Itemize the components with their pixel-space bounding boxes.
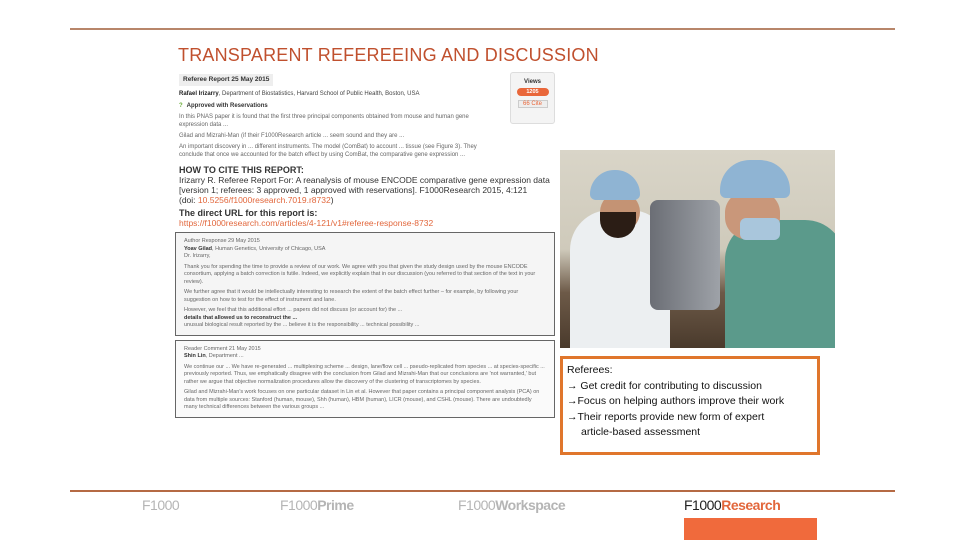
response-paragraph: unusual biological result reported by the ... believe it is the responsibility ... technical possibility ... bbox=[184, 322, 420, 328]
arrow-icon: → bbox=[567, 395, 578, 407]
reader-comment-panel bbox=[175, 340, 555, 418]
arrow-icon: → bbox=[567, 379, 578, 392]
report-url-link[interactable]: https://f1000research.com/articles/4-121/v1#referee-response-8732 bbox=[179, 218, 434, 228]
citation-overlay bbox=[175, 165, 555, 228]
photo-person-scrubs bbox=[725, 220, 835, 348]
photo-microscope bbox=[650, 200, 720, 310]
top-divider bbox=[70, 28, 895, 30]
logo-suffix: Prime bbox=[317, 497, 354, 513]
status-text: Approved with Reservations bbox=[186, 103, 268, 109]
response-greeting: Dr. Irizarry, bbox=[184, 253, 211, 259]
logo-f1000[interactable] bbox=[142, 497, 179, 513]
bottom-divider bbox=[70, 490, 895, 492]
comment-paragraph: We continue our ... We have re-generated ... multiplexing scheme ... design, lane/flow cell ... pseudo-replicated from species ... at species-specific ... previously reported. Thus, we emphatically disagree with the conclusion from Gilad and Mizrahi-Man that our conclusions are 'not warranted,' but rather we argue that objective normalization procedures allow the discovery of the clustering of transcriptomes by species. bbox=[184, 363, 545, 385]
citation-doi bbox=[179, 195, 551, 205]
response-paragraph: Thank you for spending the time to provide a review of our work. We agree with you that given the study design used by the mouse ENCODE consortium, applying a batch correction is futile. Indeed, we explicitly explain that in our discussion (you referred to that section of the text in your review). bbox=[184, 263, 536, 285]
callout-item-text: Focus on helping authors improve their work bbox=[577, 395, 785, 407]
callout-item-text: Their reports provide new form of expert bbox=[577, 410, 765, 423]
response-bold-text: details that allowed us to reconstruct the ... bbox=[184, 314, 298, 321]
report-header: Referee Report 25 May 2015 bbox=[179, 74, 273, 86]
url-heading: The direct URL for this report is: bbox=[179, 208, 318, 218]
referee-report-screenshot bbox=[175, 72, 502, 161]
referee-name[interactable]: Rafael Irizarry bbox=[179, 91, 219, 97]
referees-callout bbox=[560, 356, 820, 455]
logo-prefix: F1000 bbox=[280, 497, 318, 513]
citation-heading: HOW TO CITE THIS REPORT: bbox=[179, 165, 304, 175]
logo-suffix: Workspace bbox=[495, 497, 566, 513]
photo-surgical-mask bbox=[740, 218, 780, 240]
report-body-1: In this PNAS paper it is found that the first three principal components obtained from mouse and human gene expression data ... bbox=[179, 114, 469, 128]
comment-paragraph: Gilad and Mizrahi-Man's work focuses on one particular dataset in Lin et al. However that paper contains a principal component analysis (PCA) on data from multiple sources: Stanford (human, mouse), Shh (human), HBM (human), LICR (mouse), and CSHL (mouse). There are undoubtedly many technical differences between the various groups ... bbox=[184, 389, 540, 410]
doi-link[interactable]: 10.5256/f1000research.7019.r8732 bbox=[197, 195, 331, 205]
citation-text: Irizarry R. Referee Report For: A reanalysis of mouse ENCODE comparative gene expression data [version 1; referees: 3 approved, 1 approved with reservations]. F1000Research 2015, 4:121 bbox=[179, 175, 550, 195]
logo-prefix: F1000 bbox=[684, 497, 722, 513]
views-widget bbox=[510, 72, 555, 124]
doi-prefix: (doi: bbox=[179, 195, 198, 205]
referee-line bbox=[179, 90, 498, 98]
callout-item bbox=[567, 394, 813, 410]
response-bold-line bbox=[184, 315, 546, 323]
comment-author[interactable]: Shin Lin bbox=[184, 353, 206, 359]
response-paragraph: However, we feel that this additional effort ... papers did not discuss (or account for) the ... bbox=[184, 307, 403, 313]
callout-item bbox=[567, 410, 813, 426]
callout-title: Referees: bbox=[567, 364, 613, 376]
logo-prefix: F1000 bbox=[142, 497, 180, 513]
comment-author-line bbox=[184, 353, 546, 361]
lab-microscope-photo bbox=[560, 150, 835, 348]
cite-button[interactable]: 66 Cite bbox=[518, 100, 548, 108]
screenshot-collage bbox=[175, 72, 555, 418]
logo-prefix: F1000 bbox=[458, 497, 496, 513]
views-label: Views bbox=[524, 79, 541, 85]
author-response-panel bbox=[175, 232, 555, 336]
logo-f1000prime[interactable] bbox=[280, 497, 354, 513]
comment-affiliation: , Department ... bbox=[205, 353, 244, 359]
callout-item-continuation: article-based assessment bbox=[581, 426, 701, 438]
approval-status bbox=[179, 102, 498, 110]
logo-f1000research[interactable] bbox=[684, 497, 780, 513]
slide-title: TRANSPARENT REFEREEING AND DISCUSSION bbox=[178, 45, 599, 65]
question-icon: ? bbox=[179, 103, 183, 109]
report-body-2: Gilad and Mizrahi-Man (if their F1000Research article ... seem sound and they are ... bbox=[179, 133, 405, 139]
logo-f1000workspace[interactable] bbox=[458, 497, 565, 513]
logo-suffix: Research bbox=[721, 497, 781, 513]
callout-item bbox=[567, 379, 813, 395]
response-affiliation: , Human Genetics, University of Chicago, USA bbox=[212, 245, 326, 252]
doi-suffix: ) bbox=[330, 195, 334, 205]
report-body-3: An important discovery in ... different instruments. The model (ComBat) to account ... tissue (see Figure 3). They conclude that once we accounted for the batch effect by using ComBat, the comparative gene expression ... bbox=[179, 144, 477, 158]
active-logo-indicator bbox=[684, 518, 817, 540]
report-row bbox=[175, 72, 555, 161]
response-header: Author Response 29 May 2015 bbox=[184, 238, 260, 244]
referee-affiliation: , Department of Biostatistics, Harvard School of Public Health, Boston, USA bbox=[218, 91, 420, 97]
photo-surgical-cap-2 bbox=[720, 160, 790, 198]
response-author-line bbox=[184, 246, 546, 254]
response-paragraph: We further agree that it would be intellectually interesting to research the extent of the batch effect further – for example, by following your suggestion on how to test for the effect of instrument and lane. bbox=[184, 289, 519, 303]
comment-header: Reader Comment 21 May 2015 bbox=[184, 345, 261, 352]
views-count: 1205 bbox=[517, 88, 549, 96]
response-author[interactable]: Yoav Gilad bbox=[184, 245, 213, 252]
callout-item-text: Get credit for contributing to discussion bbox=[577, 379, 762, 392]
arrow-icon: → bbox=[567, 410, 578, 423]
photo-surgical-cap bbox=[590, 170, 640, 200]
